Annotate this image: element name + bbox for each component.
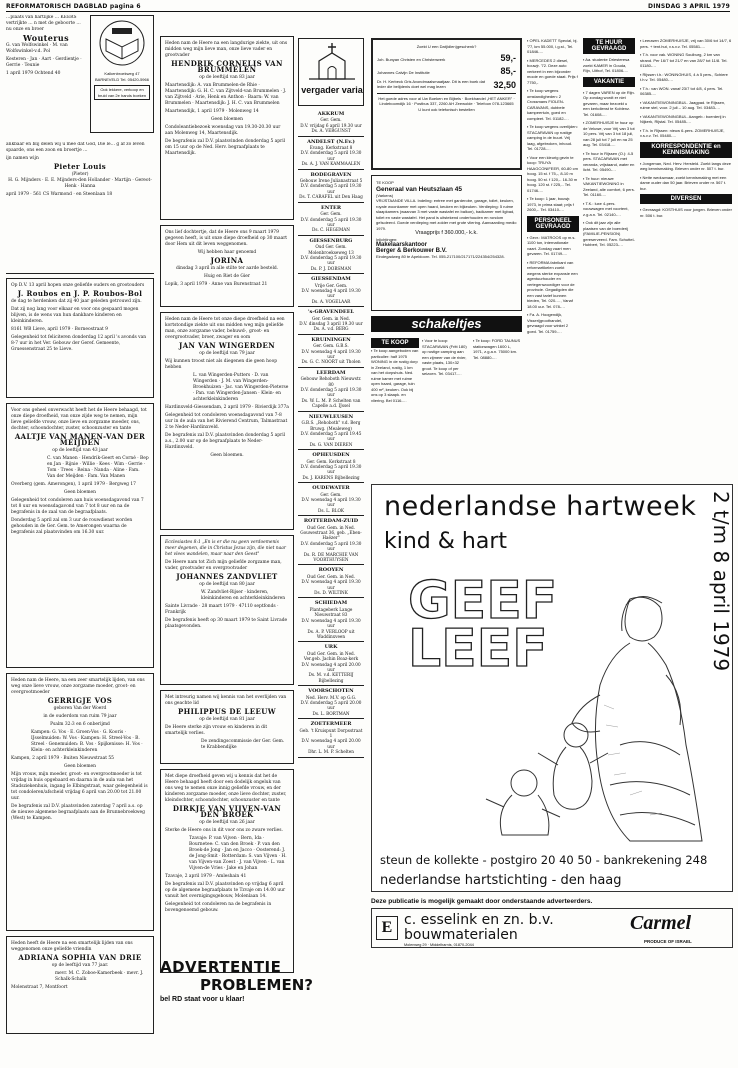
- classified-ad: ▪ REFORMA fabrikant van reformartikelen zoekt wegens sterke expansie een agentuurhouder en vertegenwoordiger voor de provincie. Gegadigden die een vast tarief kunnen bieden, Tel. 020-…, Vanaf 18.00 uur. Tel. 078-…: [527, 259, 578, 309]
- notice-date: Maartensdijk, 1 april 1979 · Molenweg 14: [165, 109, 259, 114]
- notice-text: Condoleantiebezoek woensdag van 19.30-20.30 uur aan Molenweg 14, Maartensdijk.: [165, 125, 281, 136]
- meeting-sub: Ger. Gem. in Ned.: [311, 315, 350, 321]
- meeting-when: D.V. woensdag 4 april 20.00 uur: [301, 661, 361, 672]
- death-notice-van-drie: [6, 936, 154, 1034]
- notice-age: op de leeftijd van 79 jaar: [199, 351, 255, 356]
- meeting-guide-logo: [298, 38, 364, 106]
- notice-text: Mijn vrouw, mijn moeder, groot- en overgrootmoeder is tot vrijdag in huis opgebaard en daarna in de aula van het Stadsziekenhuis, ingang Ie Elbingstraat, waar gelegenheid is tot condoleren/afscheid vrijdag 6 april van 20.00 tot 21.00 uur.: [11, 772, 148, 801]
- collection-info: steun de kollekte - postgiro 20 40 50 - bankrekening 248: [380, 853, 708, 867]
- shop-note: U kunt ook telefonisch bestellen: [418, 106, 475, 112]
- meeting-when: D.V. donderdag 5 april 19.30 uur: [300, 387, 362, 398]
- notice-age: op de leeftijd van 81 jaar: [199, 717, 255, 722]
- book-logo-icon: [94, 19, 150, 67]
- meeting-title: LEERDAM: [316, 369, 346, 376]
- meeting-who: Ds. C. HEGEMAN: [312, 227, 350, 233]
- death-notice-van-wingerden: [160, 312, 294, 530]
- meeting-guide-title: vergader varia: [301, 85, 363, 95]
- notice-name: JAN VAN WINGERDEN: [178, 341, 275, 350]
- meeting-entry: [298, 371, 364, 412]
- esselink-logo-icon: E: [376, 916, 398, 940]
- book-price: 32,50: [493, 79, 516, 90]
- column-7: [640, 38, 732, 218]
- miscellaneous-header: DIVERSEN: [640, 194, 732, 204]
- esselink-ad: [371, 908, 733, 948]
- meeting-who: Ds. A. P. VERLOOP uit Waddinxveen: [307, 628, 355, 639]
- column-2: [160, 36, 294, 978]
- meeting-title: SCHIEDAM: [314, 600, 348, 607]
- meeting-title: ROOYEN: [318, 567, 344, 574]
- classified-ad: ▪ T.h. in Rijssen: nieuw 6-pers. ZOMERHUISJE, v.s.v.v. Tel. 05480-…: [640, 127, 725, 138]
- meeting-title: BODEGRAVEN: [310, 171, 352, 178]
- notice-text: dinsdag 3 april in alle stilte ter aarde besteld.: [175, 266, 279, 271]
- death-notice-van-manen: [6, 403, 154, 668]
- meeting-when: D.V. donderdag 5 april 19.30 uur: [300, 254, 362, 266]
- notice-text: Donderdag 5 april zal om 3 uur de rouwdienst worden gehouden in de Ger. Gem. te Amerongen waarna de begrafenis zal plaatsvinden om 16.30 uur.: [11, 518, 133, 535]
- esselink-address: Molenweg 29 · Middelharnis, 01870-2044: [404, 943, 474, 947]
- agency-label: Inlichtingen:: [376, 236, 398, 242]
- book-item: [377, 79, 516, 90]
- notice-verse: Psalm 32:3 en 6 onberijmd: [50, 722, 110, 727]
- meeting-sub: Gebouw Rehoboth Nieuwstr. 80: [300, 376, 362, 387]
- death-notice-van-brummelen: [160, 36, 294, 220]
- notice-address: Kampen, 2 april 1979 · Buiten Nieuwstraat 55: [11, 756, 114, 761]
- classified-ad: ▪ T.K.: luxe 4-pers. vouwwagen met voortent, z.g.a.n. Tel. 02140-…: [583, 200, 629, 217]
- carmel-logo: Carmel: [630, 912, 692, 934]
- book-title: Dr. H. Kerbeck Gris Avondmaalsmaatjaar. Dit is een boek dat ieder die belijdenis doet wel mag lezen: [377, 78, 485, 89]
- book-price: 85,-: [500, 65, 516, 76]
- meeting-title: ZOETERMEER: [310, 721, 352, 728]
- death-notice-zandvliet: [160, 535, 294, 685]
- ad-title: Zoekt U een Dat(idlen)geschenk?: [416, 44, 477, 49]
- bookshop-address: Kalkenbroekweg 47 BARNEVELD Tel. 05420-5966: [95, 71, 149, 82]
- agency-name-2: Berger & Berkouwer B.V.: [376, 248, 447, 254]
- meeting-who: Ds. A. VOGELAAR: [311, 298, 351, 304]
- classified-ad: ▪ Jongeman, Ned. Herv. Hersteld. Zoekt langs deze weg kennismaking. Brieven onder nr. 507 t. bur.: [640, 160, 731, 171]
- meeting-entry: [298, 568, 364, 598]
- meeting-entry: [298, 519, 364, 565]
- meeting-sub: Oud Ger. Gem. in Ned.: [306, 573, 356, 579]
- meeting-sub: Ger. Gem.: [320, 491, 342, 497]
- carmel-tagline: PRODUCE OF ISRAEL: [644, 939, 692, 944]
- notice-text: Gelegenheid tot condoleren aan huis woensdagavond van 7 tot 8 uur en woensdagavond van 7 tot 8 uur en na de begrafenis in de zaal van de begraafplaats.: [11, 498, 144, 515]
- notice-by: De zendingscommissie der Ger. Gem. te Krabbendijke: [201, 739, 285, 750]
- meeting-who: Ds. J. KARENS Bijbellezing: [302, 474, 360, 480]
- meeting-who: Ds. G. VAN DIEREN: [309, 441, 353, 447]
- notice-intro: De Heere nam tot Zich mijn geliefde zorgzame man, vader, grootvader en overgrootvader: [165, 560, 282, 571]
- esselink-name: c. esselink en zn. b.v.: [404, 912, 554, 928]
- meeting-sub: Ger. Gem.: [320, 211, 342, 217]
- classified-ad: ▪ Voor een kleurig gezin te koop: TRUYA HAAGCONIFEER, 60-80 cm hoog. 15 st. f 75,-, 8-10 m hoog. 50 st. f 120,-. 16-30 m hoog. 120 st. f 225,-. Tel. 01746-…: [527, 154, 578, 193]
- notice-age: op de leeftijd van 83 jaar: [199, 75, 255, 80]
- notice-flowers: Geen bloemen: [64, 490, 96, 495]
- anniversary-notice-roubos: [6, 278, 154, 398]
- te-koop-header: TE KOOP: [371, 338, 419, 348]
- meeting-entry: [298, 310, 364, 335]
- book-title: Johannes Calvijn De Institutie: [377, 70, 430, 75]
- notice-age: op de leeftijd van 77 jaar.: [51, 963, 109, 968]
- mother-and-children-illustration: [480, 585, 710, 847]
- book-gift-ad: [371, 38, 522, 170]
- notice-name: J. Roubos en J. P. Roubos-Bol: [17, 289, 143, 298]
- notice-family: Tzavaje: P. van Vijven · Bern, Ida · Bournetee: C. van den Broek · P. van den Broek-de Jong · Jan en Jacco · Oosterend: J. de Jong-Smit · Rotterdam: S. van Vijven · H. van Vijven-van Zoest · J. van Vijven · L. van Vijven-de Vries · Jake en Johan: [189, 836, 287, 871]
- classified-ad: ▪ ZOMERHUISJE te huur op de Veluwe, voor Vrij van 3 tot 10 pers. Vrij van 3 tot 18 juli, van 28 juli tot 7 juli en na 25 aug. Tel. 03418-…: [583, 120, 635, 147]
- meeting-when: D.V. donderdag 5 april 19.30 uur: [300, 216, 362, 227]
- meeting-sub: Evang. Kerkstraat 8: [309, 145, 353, 151]
- death-notice-van-vijven: [160, 769, 294, 973]
- meeting-title: 's-GRAVENDEEL: [307, 309, 355, 316]
- meeting-entry: [298, 415, 364, 450]
- classified-ad: ▪ Te koop wegens overlijden: STACARAVAN op rustige camping in de buurt. Vrij laag, afgebroken, inhoud. Tel. 01728-…: [527, 124, 578, 151]
- meeting-who: Ds. D. WILTINK: [314, 590, 348, 596]
- meeting-who: Dhr. L. M. P. Schelten: [308, 749, 354, 755]
- meeting-sub: Plantageberk Lange Nieuwstraat 83: [309, 606, 353, 618]
- meeting-when: D.V. donderdag 5 april 19.30 uur: [300, 540, 362, 552]
- meeting-title: NIEUWLEUSEN: [308, 413, 354, 420]
- ad-line-1: ADVERTENTIE: [160, 958, 282, 976]
- classified-ad: ▪ VAKANTIEWONINGBUL. Aangeb.: boerderij in Nijkerk, Rijstal. Tel. 05485-…: [640, 113, 726, 124]
- classified-ad: ▪ Te huur: nieuwe VAKANTIEWONING in Zeeland, alle comfort, 6 pers. Tel. 01160-…: [583, 175, 635, 197]
- notice-sub: (Pieter): [71, 172, 89, 177]
- leef-text: LEEF: [408, 619, 548, 679]
- notice-intro: Met intreurig namen wij kennis van het overlijden van ons geachte lid: [165, 695, 287, 706]
- notice-intro: Heden heeft de Heere na een smartelijk lijden van ons weggenomen onze geliefde vriendin: [11, 941, 133, 952]
- ad-line-3: bel RD staat voor u klaar!: [160, 996, 245, 1003]
- classified-ad: ▪ Nette weduwnaar, zoekt kennismaking met een dame ouder dan 50 jaar. Brieven onder nr. 567 t. bur.: [640, 174, 727, 191]
- notice-text: Wij kunnen troost niet als diegenen die geen hoop hebben: [165, 359, 278, 370]
- notice-parents: H. G. Mijnders · E. E. Mijnders-den Hollander · Martijn · Gereot-Henk · Hanna: [8, 178, 152, 189]
- meeting-entry: [298, 239, 364, 274]
- notice-sub: geboren Van der Woerd: [53, 706, 107, 711]
- notice-name: JORINA: [210, 256, 244, 265]
- notice-age: in de ouderdom van ruim 79 jaar: [43, 714, 117, 719]
- meeting-title: GIESSENBURG: [309, 237, 353, 244]
- meeting-when: D.V. woensdag 4 april 19.30 uur: [301, 579, 361, 590]
- notice-intro: Heden nam de Heere na een langdurige ziekte, uit ons midden weg mijn lieve man, onze lieve vader en grootvader: [165, 41, 288, 58]
- shop-address: Het goede adres voor al Uw Boeken en Bijbels · Boekhandel „HET ANKER" · Lindeboomdijk 16 · Postbus 337, 2260 AH Zeewolde · Telefoon 078-123665: [377, 93, 516, 107]
- notice-text: Gelegenheid tot condoleren woensdagavond van 7-8 uur in de aula van het Rivierend Centrum, Talmastraat 2 te Neder-Hardinxveld.: [165, 413, 288, 430]
- notice-family: L. van Wingerden-Putters · D. van Wingerden · J. M. van Wingerden-Broekhuizen · Jac. van Wingerden-Pieterse · Pan. van Wingerden-Jansen · Klein- en achterkleinkinderen: [193, 373, 289, 402]
- meeting-when: D.V. woensdag 4 april 20.00 uur: [301, 738, 361, 749]
- notice-text: Sterke de Heere ons in dit voor ons zo zware verlies.: [165, 828, 283, 833]
- classified-ad: ▪ Gevr.: MATROOS op m.s. 1100 ton, internationale vaart. Zondag vaart men gevaren. Tel. 01749-…: [527, 234, 576, 256]
- meeting-sub: Oud Ger. Gem. in Ned. Ver.geb. Jachin Boaz-kerk: [303, 650, 359, 662]
- bookshop-tagline: Ook lekkere, verkoop en bruid van 2e hands boeken: [94, 85, 150, 100]
- classified-ad: ▪ Te huur in Rijssen (O.): 4-5 pers. STACARAVAN met veranda, vrijstaand, water en licht. Tel. 05490-…: [583, 150, 635, 172]
- meeting-when: D.V. donderdag 5 april 19.30 uur: [300, 463, 362, 475]
- meeting-when: D.V. donderdag 5 april 19.30 uur: [300, 150, 362, 161]
- meeting-entry: [298, 645, 364, 686]
- meeting-entry: [298, 112, 364, 137]
- classified-ad: ▪ T.h. voor vak. WONING Soulburg, 2 km van strand. Per 16/7 tot 21/7 en van 28/7 tot 11/8. Tel. 01180-…: [640, 52, 728, 68]
- meeting-who: Ds. P. J. DOBSMAN: [310, 265, 352, 271]
- notice-name: HENDRIK CORNELIS VAN BRUMMELEN: [171, 59, 283, 74]
- column-6: [583, 38, 635, 248]
- classifieds-for-sale: [371, 338, 522, 478]
- house-label: TE KOOP: [376, 180, 394, 185]
- column-3: [298, 112, 364, 761]
- notice-text: De begrafenis zal D.V. plaatsvinden op vrijdag 6 april op de algemene begraafplaats te Tzvaje om 14.00 uur vanuit het overnigingsgebouw, Molenlaan 14.: [165, 882, 286, 899]
- classified-ad: ▪ Te koop: FORD TAUNUS stationwagen 1600 L, 1971, z.g.a.n. 75000 km. Tel. 08880-…: [473, 338, 521, 360]
- notice-intro: Met diepe droefheid geven wij u kennis dat het de Heere behaagd heeft door een dodelijk ongeluk van ons weg te nemen onze innig geliefde vrouw, en der kinderen zorgzame moeder, onze lieve dochter, zuster, kleindochter, schoondochter, schoonzuster en tante: [165, 774, 287, 803]
- notice-address: Molenstraat 7, Montfoort: [11, 985, 68, 990]
- notice-address: Hardinxveld-Giessendam, 2 april 1979 · Rivierdijk 377a: [165, 405, 289, 410]
- heart-foundation: nederlandse hartstichting - den haag: [380, 873, 622, 888]
- classified-ad: ▪ VAKANTIEWONINGBUL. Jaagpad. te Rijssen, ruime stel, voor. 2 juli – 10 aug. Tel. 03483-…: [640, 99, 726, 110]
- notice-family: C. van Manen · Hendrik-Geert en Corné · Bep en Jan · Rijnie · Willie · Kees · Wim · Gerrie · Tom · Trees · Reina · Nanda · Aline · Fam. Van der Meijden · Fam. Van Manen: [47, 456, 149, 479]
- header-right: DINSDAG 3 APRIL 1979: [648, 3, 730, 10]
- correspondence-header: KORRESPONDENTIE en KENNISMAKING: [640, 142, 732, 158]
- meeting-title: AKKRUM: [317, 111, 345, 117]
- house-for-sale-ad: [371, 175, 522, 311]
- agency-name: Makelaarskantoor: [376, 242, 428, 248]
- meeting-who: Ds. T. CARAFEL uit Den Haag: [299, 194, 363, 200]
- meeting-who: Ds. L. BORTMAN: [312, 710, 350, 716]
- notice-text: De begrafenis zal D.V. plaatsvinden donderdag 5 april om 15 uur op de Ned. Herv. begraafplaats te Maartensdijk.: [165, 139, 285, 156]
- classified-ad: ▪ Te koop wegens omstandigheden: 2 Crossmans FIOLEN-CARAVANS, dubbele kampeertuin, goed en compleet. Tel. 01182-…: [527, 88, 569, 121]
- notice-parents: G. van Wolfswinkel · M. van Wolfswinkel-v.d. Pol: [6, 43, 68, 54]
- meeting-who: Ds. G. C. NOORT uit Tholen: [301, 359, 361, 365]
- header-left: REFORMATORISCH DAGBLAD pagina 6: [6, 3, 141, 10]
- date-vertical-text: 2 t/m 8 april 1979: [709, 491, 733, 672]
- notice-address: 8161 WB Lieve, april 1979 · Borneostraat 9: [11, 327, 108, 332]
- notice-text: De begrafenis heeft op 30 maart 1979 te Saint Livrade plaatsgevonden.: [165, 618, 288, 629]
- meeting-sub: Geb. 't Kruispunt Dorpsstraat 1: [299, 727, 363, 738]
- church-icon: [299, 39, 365, 85]
- notice-age: op de leeftijd van 43 jaar: [52, 448, 108, 453]
- notice-flowers: Geen bloemen.: [210, 453, 244, 458]
- meeting-title: OUDEWATER: [312, 485, 350, 492]
- page-header: [6, 2, 730, 12]
- notice-name: JOHANNES ZANDVLIET: [176, 572, 278, 581]
- personnel-header: PERSONEEL GEVRAAGD: [527, 216, 579, 232]
- meeting-entry: [298, 601, 364, 642]
- notice-intro: Op D.V. 13 april hopen onze geliefde ouders en grootouders: [11, 283, 145, 288]
- notice-intro: Ons lief dochtertje, dat de Heere ons 9 maart 1979 gegeven heeft, is uit onze diepe droefheid op 30 maart door Hem uit dit leven weggenomen.: [165, 230, 288, 247]
- notice-date: april 1979 · 561 CS Warmond · en Steenlaan 18: [6, 192, 113, 197]
- meeting-entry: [298, 722, 364, 757]
- meeting-when: D.V. woensdag 4 april 19.30 uur: [301, 287, 361, 299]
- rental-wanted-header: TE HUUR GEVRAAGD: [583, 38, 635, 54]
- notice-name: Wouterus: [22, 33, 69, 43]
- meeting-title: ANDELST (N.Ev.): [307, 138, 355, 145]
- house-title: Generaal van Heutszlaan 45: [376, 185, 462, 193]
- meeting-sub: Oud Ger. Gem. Molenbroekseweg 13: [308, 244, 354, 255]
- notice-flowers: Geen bloemen: [211, 117, 243, 122]
- meeting-who: Ds. A. J. VAN KAMMAALEN: [301, 161, 361, 167]
- meeting-entry: [298, 338, 364, 368]
- notice-sub: Wij hebben haar genoemd: [197, 250, 257, 255]
- notice-family: Kesteren · Jan · Aart · Gerdientje · Gerrie · Teunie: [6, 57, 82, 68]
- house-description: VRIJSTAANDE VILLA. Indeling: entree met garderobe, garage, toilet, keuken, royale woonkamer met open haard, keuken en bijkeuken. Verdieping: 5 ruime slaapkamers (waarvan 3 met vaste wastafel en balkon), badkamer met ligbad, toilet en vaste wastafel. Het pand is uitstekend onderhouden en rondom geïsoleerd. Goede verdieping met zolder met grote vliering. Aanvaarding medio 1979.: [376, 198, 517, 231]
- notice-intro: Heden nam de Heere tot onze diepe droefheid na een kortstondige ziekte uit ons midden weg mijn geliefde man, onze zorgzame vader, behuwd-, groot- en overgrootvader, broer, zwager en oom: [165, 317, 285, 340]
- notice-name: GERRIGJE VOS: [47, 696, 113, 705]
- classifieds-header: schakeltjes: [371, 316, 522, 332]
- death-notice-de-leeuw: [160, 690, 294, 764]
- meeting-title: ROTTERDAM-ZUID: [303, 518, 359, 525]
- meeting-who: Ds. R. DE MARCHIE VAN VOORTHUYSEN: [303, 551, 359, 563]
- column-5: [527, 38, 579, 334]
- notice-text: Dat zij nog lang voor elkaar en voor ons gespaard mogen blijven, is de wens van hun dankbare kinderen en kleinkinderen.: [11, 307, 139, 324]
- notice-age: op de leeftijd van 26 jaar: [199, 820, 255, 825]
- notice-family: Huig en Riet de Gier: [204, 274, 250, 279]
- meeting-when: D.V. woensdag 4 april 19.30 uur: [301, 617, 361, 629]
- meeting-who: Ds. A. VERGUNST: [311, 128, 351, 134]
- notice-intro: ankbaar en blij delen wij u mee dat God, Die le… g af zo leven spaarde, ons een zoon en broertje …: [6, 142, 145, 153]
- classified-ad: ▪ Gevraagd: KOSTHUIS voor jongen. Brieven onder nr. 506 t. bur.: [640, 207, 732, 218]
- meeting-entry: [298, 140, 364, 170]
- meeting-when: D.V. donderdag 5 april 19.30 uur: [300, 183, 362, 194]
- bookshop-ad: [90, 15, 154, 133]
- death-notice-jorina: [160, 225, 294, 307]
- meeting-entry: [298, 486, 364, 516]
- house-sub: (Varkens): [376, 192, 394, 198]
- classified-ad: ▪ Voor te koop: STACARAVAN (Fritt 180) op rustige camping aan een zijmeer van de rivier, vaste plaats, 130×32 groot. Te koop of per seizoen. Tel. 03417-…: [422, 338, 467, 376]
- meeting-sub: G.B.S. „Rehoboth" v.d. Berg Bruwg. (Mealeweg): [301, 420, 361, 431]
- meeting-when: D.V. donderdag 5 april 20.00 uur: [300, 699, 362, 711]
- notice-name: DIRKJE VAN VIJVEN-VAN DEN BROEK: [172, 804, 282, 819]
- notice-text: De begrafenis zal D.V. plaatsvinden donderdag 5 april a.s., 2.00 uur op de begraafplaats te Neder-Hardinxveld.: [165, 433, 285, 450]
- meeting-when: D.V. woensdag 4 april 19.30 uur: [301, 496, 361, 508]
- notice-address: Tzavaje, 2 april 1979 · Amleshain 41: [165, 874, 247, 879]
- meeting-who: Ds. W. L. M. P. Schelten van Capelle a.d. IJssel: [301, 397, 361, 409]
- meeting-entry: [298, 277, 364, 307]
- column-1: [6, 15, 154, 1039]
- book-title: Joh. Bunyan Christen en Christenwerk: [377, 57, 446, 62]
- meeting-title: OPHEUSDEN: [312, 452, 350, 459]
- esselink-category: bouwmaterialen: [404, 927, 518, 943]
- classified-ad: ▪ 7 dagen VAREN op de Rijn. Op zondag wordt er niet gevaren, maar bezoekt u een kerkdienst te Koblenz. Tel. 01608-…: [583, 89, 635, 117]
- notice-flowers: Geen bloemen: [64, 764, 96, 769]
- house-price: Vraagprijs f 360.000,- k.k.: [415, 230, 478, 236]
- meeting-when: D.V. vrijdag 6 april 19.30 uur: [300, 122, 362, 128]
- sponsor-note: Deze publicatie is mogelijk gemaakt door onderstaande adverteerders.: [371, 898, 593, 905]
- meeting-title: GIESSENDAM: [311, 276, 351, 283]
- notice-date: 1 april 1979 Ochtend 40: [6, 71, 61, 76]
- notice-family: Maartensdijk: A. van Brummelen-de Rhie · Maartensdijk: G. H. C. van Zijtveld-van Brummelen · J. van Zijtveld · Arie, Henk en Anthon · Baarn: W. van Brummelen · Maartensdijk: J. H. C. van Brummelen: [165, 83, 287, 106]
- meeting-sub: Ned. Herv. M.V. op G.G.: [305, 694, 357, 700]
- notice-address: Overberg (gem. Amerongen), 1 april 1979 · Bergweg 17: [11, 482, 136, 487]
- notice-by: mevr. M. C. Zoboe-Kamerbeek · mevr. J. Schalk-Schalk: [55, 971, 144, 982]
- ad-line-2: PROBLEMEN?: [200, 976, 313, 994]
- meeting-who: Ds. L. BLOK: [317, 507, 345, 513]
- meeting-entry: [298, 453, 364, 483]
- meeting-sub: Vrije Ger. Gem.: [314, 282, 348, 288]
- notice-reception: Gelegenheid tot feliciteren donderdag 12 april 's avonds van 8-7 uur in het Ver. Gebouw der Geref. Gemeente, Gruessenstraat 25 te Lieve.: [11, 335, 147, 352]
- meeting-entry: [298, 206, 364, 236]
- meeting-who: Ds. A. v.d. BERG: [313, 326, 349, 332]
- notice-family: W. Zandvliet-Rijser · kinderen, kleinkinderen en achterkleinkinderen: [201, 590, 286, 601]
- meeting-when: D.V. woensdag 4 april 19.30 uur: [301, 348, 361, 360]
- notice-intro: Heden nam de Heere, na een zeer smartelijk lijden, van ons weg onze lieve vrouw, onze zorgzame moeder, groot- en overgrootmoeder: [11, 678, 145, 695]
- notice-intro: Voor ons geheel onverwacht heeft het de Heere behaagd, tot onze diepe droefheid, van onze zijde weg te nemen, mijn lieve geliefde vrouw, onze lieve en zorgzame moeder, ons, dochter, schoondochter, zuster, schoonzuster en tante: [11, 408, 147, 431]
- meeting-when: D.V. donderdag 5 april 19.45 uur: [300, 430, 362, 442]
- meeting-who: Ds. M. v.d. KETTERIJ Bijbellezing: [308, 672, 354, 683]
- geef-text: GEEF: [408, 571, 558, 631]
- meeting-title: URK: [324, 644, 338, 651]
- meeting-sub: Ger. Gem. G.B.S.: [313, 343, 349, 349]
- notice-text: De begrafenis zal D.V. plaatsvinden zaterdag 7 april a.s. op de nieuwe algemene begraafplaats aan de Brunnebroekweg (West) te Kampen.: [11, 804, 145, 821]
- notice-text: De Heere sterke zijn vrouw en kinderen in dit smartelijk verlies.: [165, 725, 268, 736]
- notice-family: Kampen: G. Vos · E. Groen-Vos · G. Kooris · IJsselmuiden: W. Vos · Kampen: H. Streel-Vos · B. Streel · Genemuiden: B. Vos · Spijkenisse: H. Vos · Klein- en achterkleinkinderen: [31, 730, 143, 753]
- meeting-title: VOORSCHOTEN: [308, 688, 354, 695]
- book-item: [377, 53, 516, 63]
- notice-by: ijn namen wijn: [6, 156, 39, 161]
- agency-address: Eindegadweg 80 te Apeldoorn. Tel. 055-217100/217171/224354/254328.: [376, 254, 505, 259]
- book-price: 59,-: [500, 52, 516, 63]
- notice-name: Pieter Louis: [53, 162, 107, 171]
- meeting-sub: Ger. Gem. Kerkstraat 8: [306, 458, 356, 464]
- birth-notice-pieter: [6, 142, 154, 274]
- meeting-sub: Ger. Gem.: [320, 117, 342, 123]
- classified-ad: ▪ T.h.: van WON. vanaf 23/7 tot 4/8, 4 pers. Tel. 06385-…: [640, 85, 724, 96]
- classified-ad: ▪ Te koop aangeboden van particulier: half 1975 WONING in de rustig dorp in Zeeland, rustig, 1 km van het dorpshuis. Ned. ruime kamer met ruime open haard, garage, tuin 400 m², keuken. Ook bij ons op 3 slaapk. en vliering. Bel 0116-…: [371, 348, 419, 403]
- meeting-sub: Gebouw Irene Julianastraat 5: [299, 178, 363, 184]
- heart-week-subtitle: kind & hart: [384, 529, 507, 554]
- classified-ad: ▪ Rijssen t.h.: WONINGHUIS, 4 à 5 pers., Schiere t.h.v. Tel. 05480-…: [640, 71, 728, 82]
- book-item: [377, 66, 516, 76]
- notice-address: Sainte Livrade · 28 maart 1979 · 47110 septfonds · Frankrijk: [165, 604, 279, 615]
- notice-name: ADRIANA SOPHIA VAN DRIE: [18, 953, 142, 962]
- meeting-entry: [298, 173, 364, 203]
- classified-ad: ▪ Aa. studente Driesteresa zoekt KAMER in Gouda, Rijn, Uithof, Tel. 01806-…: [583, 57, 630, 73]
- classified-ad: ▪ Fa. A. Hoogendijk, Visserijgroothandel, gevraagd voor winkel 2 goed. Tel. 01759-…: [527, 312, 569, 334]
- notice-text: Gelegenheid tot condoleren na de begrafenis in bovengenoemd gebouw.: [165, 902, 272, 913]
- classified-ad: ▪ Leeuwen ZOMERHUISJE, vrij van 30/6 tot 14/7, 6 pers. + tent.hut, v.s.v.v. Tel. 05581-…: [640, 38, 732, 49]
- notice-name: AALTJE VAN MANEN-VAN DER MEIJDEN: [14, 432, 146, 447]
- meeting-sub: Oud Ger. Gem. in Ned. Gouwestraat 36, geb. „Eben-Haëzer": [300, 524, 362, 541]
- notice-address: Lopik, 3 april 1979 · Anne van Burenstraat 21: [165, 282, 268, 287]
- heart-week-title: nederlandse hartweek: [384, 491, 697, 522]
- classified-ad: ▪ Ook dit jaar zijn alle plaatsen van de boerderij (FAMILIE-PENSION) gereserveerd. Fam. Schuttel-Hubbert, Tel. 05223-…: [583, 220, 635, 247]
- notice-text: de dag te herdenken dat zij 40 jaar geleden getrouwd zijn.: [11, 299, 142, 304]
- death-notice-vos: [6, 673, 154, 931]
- classified-ad: ▪ MERCEDES 2 diesel, bouwjr. '72. Deze auto verkeert in een bijzonder mooie en goede staat. Prijs f 7750,-: [527, 57, 578, 85]
- classified-ad: ▪ Te koop: 1 jaar, bouwjr. 1973, in prima staat; prijs f 2600,-. Tel. 03410-…: [527, 196, 574, 212]
- notice-quote: Ecclesiastes 8:1 „En is er die nu geen verdoemenis meer degenen, die in Christus Jezus zijn, die niet naar het vlees wandelen, maar naar den Geest": [165, 540, 286, 557]
- classified-ad: ▪ OPEL KADETT Special, bj. '77, km 55.000, i.g.st., Tel. 01846-…: [527, 38, 578, 54]
- meeting-title: ENTER: [320, 204, 342, 211]
- notice-name: PHILIPPUS DE LEEUW: [177, 707, 277, 716]
- book-items: [377, 53, 516, 90]
- vacation-header: VAKANTIE: [583, 77, 635, 87]
- heart-week-ad: [371, 484, 733, 892]
- meeting-when: D.V. dinsdag 3 april 19.30 uur: [299, 321, 363, 326]
- meeting-entry: [298, 689, 364, 719]
- notice-age: op de leeftijd van 80 jaar: [199, 582, 255, 587]
- meeting-title: KRUININGEN: [311, 336, 351, 343]
- advertising-problems-ad: [160, 958, 313, 1014]
- date-vertical: [708, 491, 733, 711]
- birth-notice-wouterus: [6, 15, 86, 133]
- notice-intro: …plaats van hartlijke … KEERS vertrijkte … n met de geboorte … nu onze en broer: [6, 15, 81, 32]
